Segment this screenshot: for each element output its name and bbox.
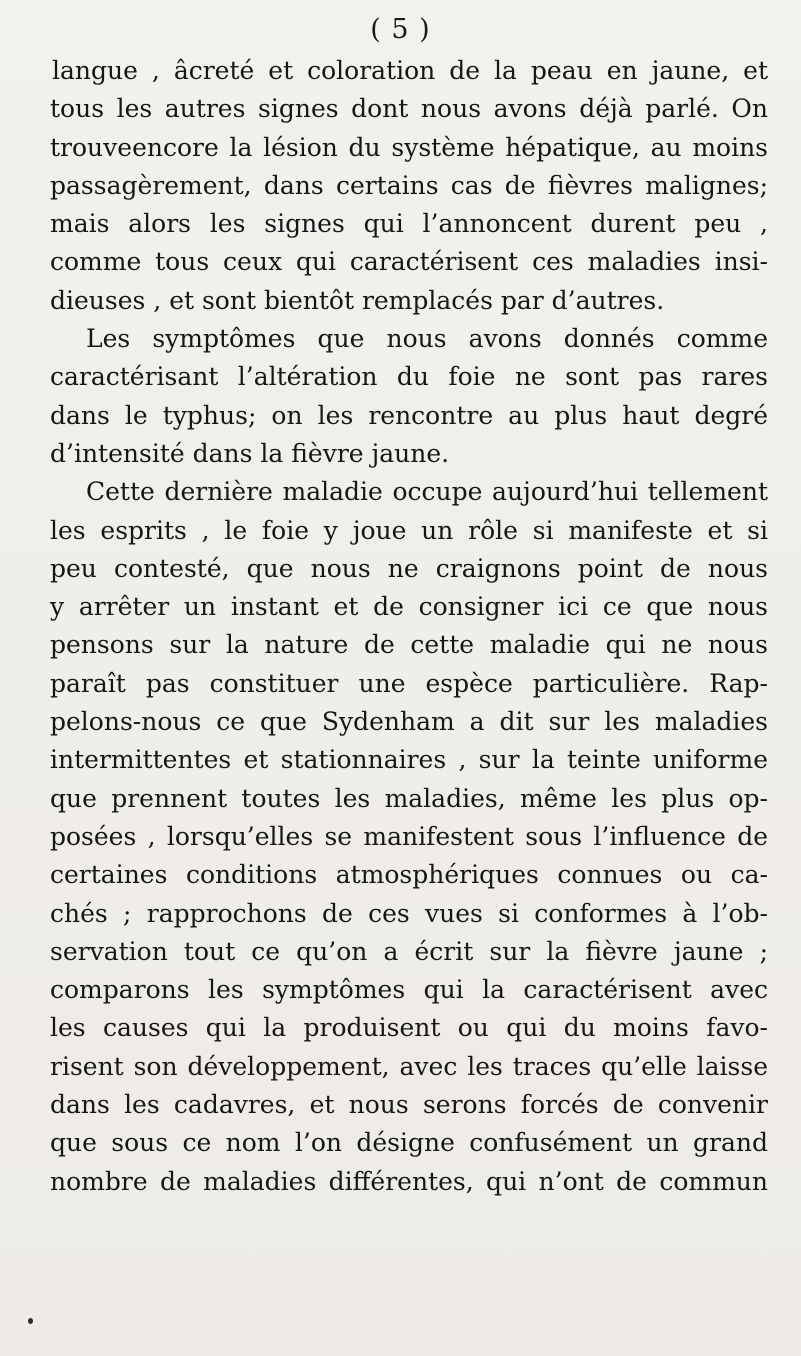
text-line: passagèrement, dans certains cas de fièvres malignes; (50, 170, 768, 200)
text-line: tous les autres signes dont nous avons déjà parlé. On (50, 94, 768, 124)
text-line: pensons sur la nature de cette maladie qui ne nous (50, 630, 768, 660)
body-text (50, 52, 768, 1201)
text-line: certaines conditions atmosphériques connues ou ca- (50, 860, 768, 890)
text-line: peu contesté, que nous ne craignons point de nous (50, 553, 768, 583)
text-line: caractérisant l’altération du foie ne sont pas rares (50, 362, 768, 392)
text-line: Les symptômes que nous avons donnés comme (86, 324, 768, 354)
text-line: nombre de maladies différentes, qui n’ont de commun (50, 1166, 768, 1196)
ink-speck (28, 1318, 33, 1324)
text-line: intermittentes et stationnaires , sur la teinte uniforme (50, 745, 768, 775)
text-line: que prennent toutes les maladies, même les plus op- (50, 783, 768, 813)
text-line: chés ; rapprochons de ces vues si conformes à l’ob- (50, 898, 768, 928)
text-line: que sous ce nom l’on désigne confusément un grand (50, 1128, 768, 1158)
text-line: Cette dernière maladie occupe aujourd’hui tellement (86, 477, 768, 507)
text-line: pelons-nous ce que Sydenham a dit sur les maladies (50, 707, 768, 737)
text-line: langue , âcreté et coloration de la peau en jaune, et (52, 56, 768, 85)
page-number: ( 5 ) (370, 14, 431, 45)
text-line: d’intensité dans la fièvre jaune. (50, 438, 450, 468)
text-line: paraît pas constituer une espèce particulière. Rap- (50, 668, 768, 698)
text-line: dans le typhus; on les rencontre au plus haut degré (50, 400, 768, 430)
text-line: trouveencore la lésion du système hépatique, au moins (50, 132, 768, 162)
text-line: comme tous ceux qui caractérisent ces maladies insi- (50, 247, 768, 277)
text-line: posées , lorsqu’elles se manifestent sous l’influence de (50, 821, 768, 851)
text-line: dieuses , et sont bientôt remplacés par d’autres. (50, 285, 665, 315)
text-line: comparons les symptômes qui la caractérisent avec (50, 975, 768, 1005)
text-line: servation tout ce qu’on a écrit sur la fièvre jaune ; (50, 936, 768, 966)
text-line: dans les cadavres, et nous serons forcés de convenir (50, 1090, 768, 1120)
text-line: risent son développement, avec les traces qu’elle laisse (50, 1051, 768, 1081)
text-line: y arrêter un instant et de consigner ici ce que nous (50, 592, 768, 622)
text-line: les causes qui la produisent ou qui du moins favo- (50, 1013, 768, 1043)
text-line: les esprits , le foie y joue un rôle si manifeste et si (50, 515, 768, 545)
text-line: mais alors les signes qui l’annoncent durent peu , (50, 209, 768, 239)
